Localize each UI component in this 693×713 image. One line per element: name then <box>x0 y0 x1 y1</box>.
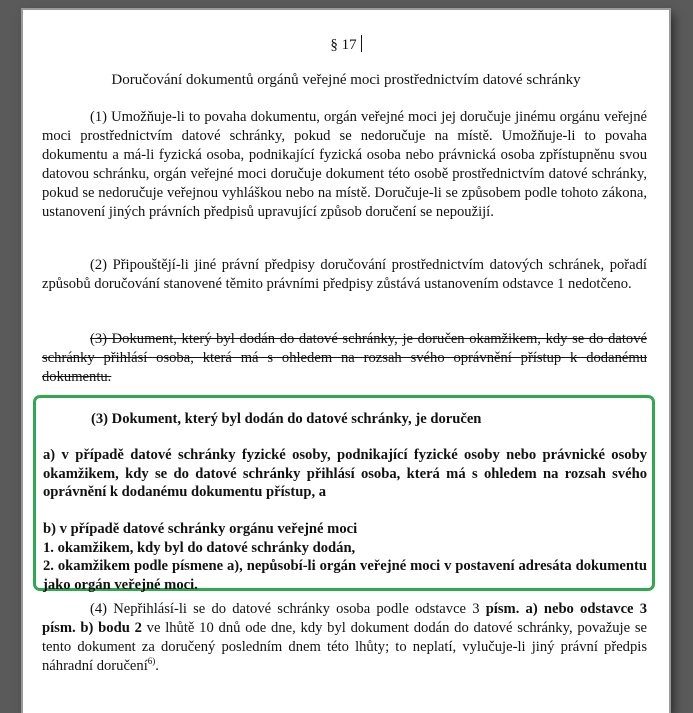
paragraph-1 <box>42 108 647 222</box>
amended-point-b-title: b) v případě datové schránky orgánu veřejné moci <box>43 521 358 537</box>
section-mark: § 17 <box>330 37 357 53</box>
section-title: Doručování dokumentů orgánů veřejné moci prostřednictvím datové schránky <box>111 72 581 88</box>
paragraph-2-text: (2) Připouštějí-li jiné právní předpisy doručování prostřednictvím datových schránek, pořadí způsobů doručování stanovené těmito právními předpisy zůstává ustanovením odstavce 1 nedotčeno. <box>42 257 647 292</box>
document-page <box>23 10 669 713</box>
footnote-ref[interactable]: 6) <box>147 656 156 667</box>
amended-point-b <box>43 520 647 594</box>
paragraph-4 <box>42 600 647 676</box>
amended-point-b2: 2. okamžikem podle písmene a), nepůsobí-li orgán veřejné moci v postavení adresáta dokumentu jako orgán veřejné moci. <box>43 558 647 593</box>
amended-point-b1: 1. okamžikem, kdy byl do datové schránky dodán, <box>43 539 356 556</box>
paragraph-1-text: (1) Umožňuje-li to povaha dokumentu, orgán veřejné moci jej doručuje jinému orgánu veřejné moci prostřednictvím datové schránky, pokud se nedoručuje na místě. Umožňuje-li to povaha dokumentu a má-li fyzická osoba, podnikající fyzická osoba nebo právnická osoba zpřístupněnu svou datovou schránku, orgán veřejné moci doručuje dokument této osobě prostřednictvím datové schránky, pokud se nedoručuje veřejnou vyhláškou nebo na místě. Doručuje-li se způsobem podle tohoto zákona, ustanovení jiných právních předpisů upravující způsob doručení se nepoužijí. <box>42 109 647 220</box>
amended-point-a: a) v případě datové schránky fyzické osoby, podnikající fyzické osoby nebo právnické osoby okamžikem, kdy se do datové schránky přihlásí osoba, která má s ohledem na rozsah svého oprávnění k dodanému dokumentu přístup, a <box>43 447 647 500</box>
paragraph-4-bold-insertion: písm. a) nebo odstavce 3 písm. b) bodu 2 <box>42 601 648 636</box>
paragraph-4-text-rest: ve lhůtě 10 dnů ode dne, kdy byl dokument dodán do datové schránky, považuje se tento dokument za doručený posledním dnem této lhůty; to neplatí, vylučuje-li jiný právní předpis náhradní doručení <box>42 620 647 674</box>
amendment-highlight-box <box>33 395 655 591</box>
amended-paragraph-3-heading <box>43 410 647 429</box>
text-cursor <box>361 35 362 52</box>
paragraph-2 <box>42 256 647 294</box>
paragraph-4-end: . <box>155 658 159 674</box>
section-heading <box>23 35 669 54</box>
paragraph-3-deleted <box>42 330 647 387</box>
paragraph-3-deleted-text: (3) Dokument, který byl dodán do datové schránky, je doručen okamžikem, kdy se do datové schránky přihlásí osoba, která má s ohledem na rozsah svého oprávnění přístup k dodanému dokumentu. <box>42 331 647 385</box>
paragraph-4-text-start: (4) Nepřihlásí-li se do datové schránky osoba podle odstavce 3 <box>90 601 486 617</box>
amended-heading-text: (3) Dokument, který byl dodán do datové schránky, je doručen <box>91 411 482 427</box>
